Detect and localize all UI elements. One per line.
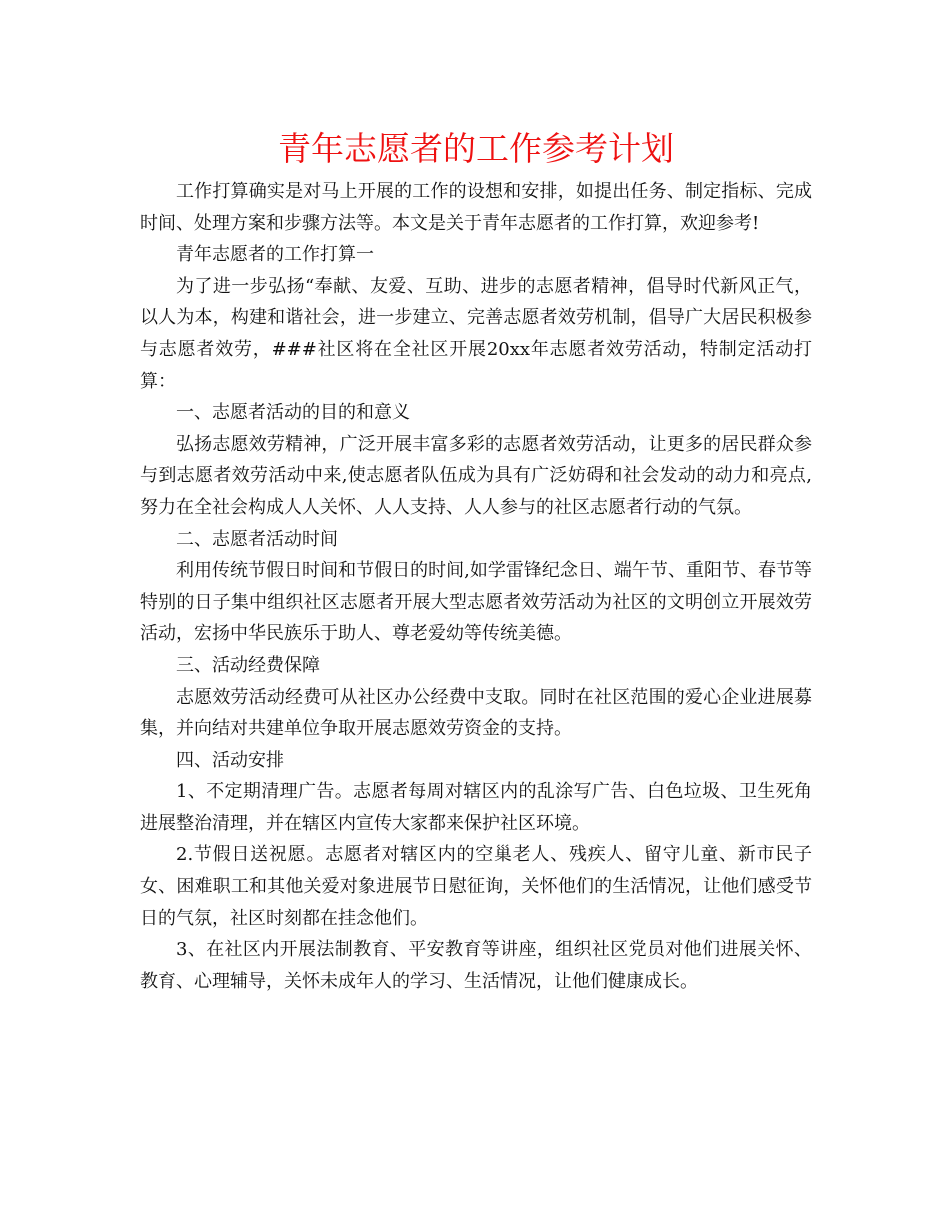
section-heading-funding: 三、活动经费保障 xyxy=(176,654,320,676)
section-heading-arrangements: 四、活动安排 xyxy=(176,749,284,771)
document-page xyxy=(140,122,812,997)
document-title: 青年志愿者的工作参考计划 xyxy=(278,129,674,168)
paragraph-goals: 弘扬志愿效劳精神，广泛开展丰富多彩的志愿者效劳活动，让更多的居民群众参与到志愿者效劳活动中来,使志愿者队伍成为具有广泛妨碍和社会发动的动力和亮点,努力在全社会构成人人关怀、人人支持、人人参与的社区志愿者行动的气氛。 xyxy=(140,433,812,518)
paragraph-time: 利用传统节假日时间和节假日的时间,如学雷锋纪念日、端午节、重阳节、春节等特别的日子集中组织社区志愿者开展大型志愿者效劳活动为社区的文明创立开展效劳活动，宏扬中华民族乐于助人、尊老爱幼等传统美德。 xyxy=(140,560,812,645)
section-heading-plan-one: 青年志愿者的工作打算一 xyxy=(176,244,374,266)
list-item-holiday-greetings: 2.节假日送祝愿。志愿者对辖区内的空巢老人、残疾人、留守儿童、新市民子女、困难职工和其他关爱对象进展节日慰征询，关怀他们的生活情况，让他们感受节日的气氛，社区时刻都在挂念他们。 xyxy=(140,844,812,929)
paragraph-intro: 工作打算确实是对马上开展的工作的设想和安排，如提出任务、制定指标、完成时间、处理方案和步骤方法等。本文是关于青年志愿者的工作打算，欢迎参考! xyxy=(140,181,812,234)
section-heading-time: 二、志愿者活动时间 xyxy=(176,528,338,550)
section-heading-goals: 一、志愿者活动的目的和意义 xyxy=(176,402,410,424)
list-item-education-lectures: 3、在社区内开展法制教育、平安教育等讲座，组织社区党员对他们进展关怀、教育、心理辅导，关怀未成年人的学习、生活情况，让他们健康成长。 xyxy=(140,939,812,992)
list-item-ad-cleanup: 1、不定期清理广告。志愿者每周对辖区内的乱涂写广告、白色垃圾、卫生死角进展整治清理，并在辖区内宣传大家都来保护社区环境。 xyxy=(140,781,812,834)
paragraph-purpose: 为了进一步弘扬“奉献、友爱、互助、进步的志愿者精神，倡导时代新风正气，以人为本，构建和谐社会，进一步建立、完善志愿者效劳机制，倡导广大居民积极参与志愿者效劳，###社区将在全社区开展20xx年志愿者效劳活动，特制定活动打算： xyxy=(140,275,812,392)
paragraph-funding: 志愿效劳活动经费可从社区办公经费中支取。同时在社区范围的爱心企业进展募集，并向结对共建单位争取开展志愿效劳资金的支持。 xyxy=(140,686,812,740)
